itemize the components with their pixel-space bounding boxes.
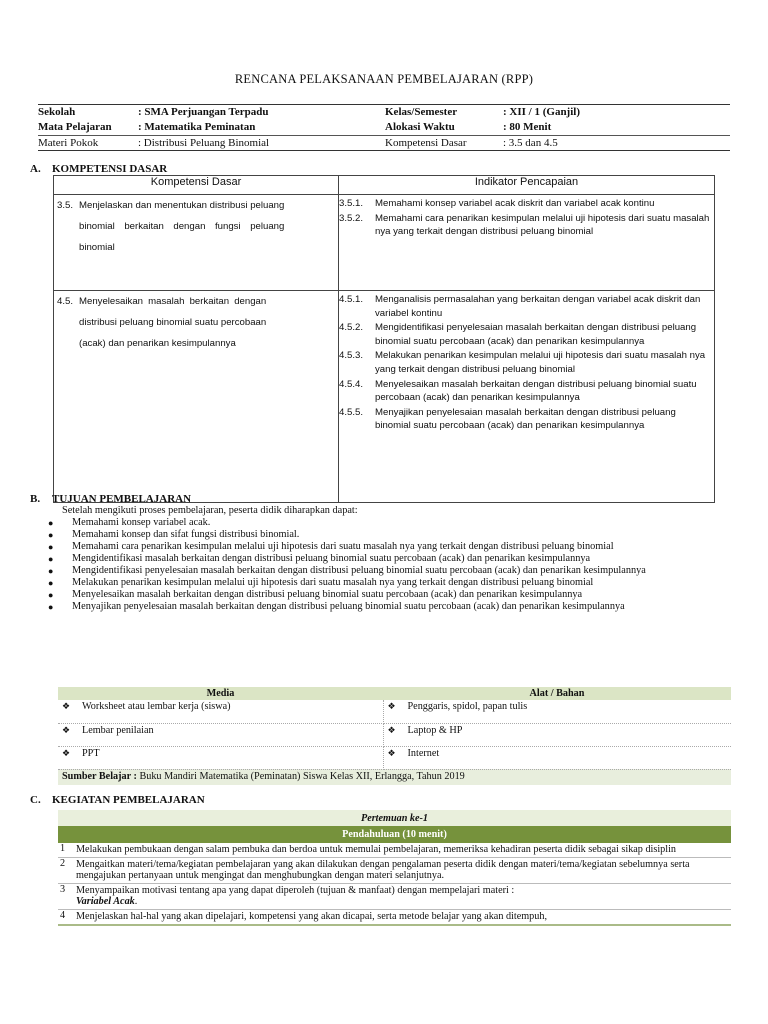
list-item-text: Mengidentifikasi penyelesaian masalah berkaitan dengan distribusi peluang binomial suatu percobaan (acak) dan penarikan kesimpulannya bbox=[72, 565, 646, 576]
indicator-text: Melakukan penarikan kesimpulan melalui uji hipotesis dari suatu masalah nya yang terkait dengan distribusi peluang binomial bbox=[375, 350, 706, 375]
table-row bbox=[58, 857, 731, 883]
indicator-number: 4.5.1. bbox=[339, 294, 364, 305]
section-label: KEGIATAN PEMBELAJARAN bbox=[52, 794, 205, 806]
table-row bbox=[58, 883, 731, 909]
kd-number: 3.5. bbox=[57, 200, 74, 211]
column-header: Indikator Pencapaian bbox=[339, 176, 715, 195]
list-item-text: Memahami konsep variabel acak. bbox=[72, 517, 211, 528]
info-value: : 3.5 dan 4.5 bbox=[503, 137, 558, 149]
indicator-text: Mengidentifikasi penyelesaian masalah berkaitan dengan distribusi peluang binomial suatu percobaan (acak) dan penarikan kesimpulannya bbox=[375, 322, 697, 347]
list-item bbox=[48, 577, 732, 589]
table-row bbox=[54, 195, 715, 291]
row-number: 4 bbox=[58, 909, 70, 924]
indicator-number: 3.5.2. bbox=[339, 212, 364, 224]
bullet-icon: ● bbox=[48, 602, 54, 612]
info-key: Sekolah bbox=[38, 106, 76, 118]
info-key: Mata Pelajaran bbox=[38, 121, 112, 133]
header-info bbox=[38, 104, 730, 151]
row-number: 1 bbox=[58, 843, 70, 857]
list-item bbox=[48, 589, 732, 601]
table-row bbox=[58, 723, 731, 746]
list-item bbox=[48, 517, 732, 529]
indicator-item bbox=[339, 321, 710, 348]
media-cell bbox=[58, 700, 383, 723]
tujuan-intro: Setelah mengikuti proses pembelajaran, peserta didik diharapkan dapat: bbox=[62, 505, 358, 516]
list-item-text: Memahami cara penarikan kesimpulan melalui uji hipotesis dari suatu masalah nya yang terkait dengan distribusi peluang binomial bbox=[72, 541, 614, 552]
section-label: TUJUAN PEMBELAJARAN bbox=[52, 493, 192, 505]
table-row bbox=[58, 843, 731, 857]
kd-line: (acak) dan penarikan kesimpulannya bbox=[79, 338, 236, 349]
list-item-text: Menyelesaikan masalah berkaitan dengan distribusi peluang binomial suatu percobaan (acak) dan penarikan kesimpulannya bbox=[72, 589, 583, 600]
indicator-cell bbox=[339, 195, 715, 291]
info-row bbox=[38, 135, 730, 150]
alat-cell bbox=[383, 723, 731, 746]
kd-line: binomial berkaitan dengan fungsi peluang bbox=[79, 221, 285, 232]
bullet-icon: ● bbox=[48, 590, 54, 600]
indicator-number: 4.5.4. bbox=[339, 378, 364, 390]
source-row bbox=[58, 769, 731, 785]
kd-line: binomial bbox=[79, 242, 115, 253]
kd-line: distribusi peluang binomial suatu percobaan bbox=[79, 317, 267, 328]
indicator-number: 4.5.2. bbox=[339, 322, 364, 334]
diamond-bullet-icon: ❖ bbox=[62, 701, 71, 711]
indicator-item bbox=[339, 212, 710, 239]
media-table bbox=[58, 687, 731, 785]
column-header: Media bbox=[58, 687, 383, 700]
kegiatan-table bbox=[58, 810, 731, 926]
alat-text: Internet bbox=[407, 747, 440, 759]
media-cell bbox=[58, 746, 383, 769]
kompetensi-table bbox=[53, 175, 715, 503]
column-header: Kompetensi Dasar bbox=[54, 176, 339, 195]
kd-line: Menjelaskan dan menentukan distribusi peluang bbox=[79, 200, 285, 211]
kd-line: Menyelesaikan masalah berkaitan dengan bbox=[79, 296, 267, 307]
alat-cell bbox=[383, 746, 731, 769]
list-item bbox=[48, 541, 732, 553]
table-row bbox=[58, 700, 731, 723]
column-header: Alat / Bahan bbox=[383, 687, 731, 700]
bullet-icon: ● bbox=[48, 578, 54, 588]
list-item bbox=[48, 553, 732, 565]
indicator-item bbox=[339, 378, 710, 405]
list-item bbox=[48, 565, 732, 577]
kd-cell bbox=[54, 291, 339, 503]
row-number: 2 bbox=[58, 857, 70, 883]
info-key: Kelas/Semester bbox=[385, 106, 458, 118]
diamond-bullet-icon: ❖ bbox=[62, 747, 71, 758]
emphasized-topic: Variabel Acak bbox=[76, 896, 135, 908]
info-key: Materi Pokok bbox=[38, 137, 99, 149]
media-text: Lembar penilaian bbox=[82, 724, 154, 736]
phase-header: Pendahuluan (10 menit) bbox=[58, 826, 731, 843]
info-key: Alokasi Waktu bbox=[385, 121, 455, 133]
row-text: Menyampaikan motivasi tentang apa yang dapat diperoleh (tujuan & manfaat) dengan mempelajari materi : bbox=[76, 884, 515, 896]
indicator-item bbox=[339, 293, 710, 320]
indicator-text: Memahami cara penarikan kesimpulan melalui uji hipotesis dari suatu masalah nya yang terkait dengan distribusi peluang binomial bbox=[375, 212, 710, 238]
source-label: Sumber Belajar : bbox=[62, 770, 137, 782]
list-item-text: Memahami konsep dan sifat fungsi distribusi binomial. bbox=[72, 529, 300, 540]
table-row bbox=[54, 291, 715, 503]
bullet-icon: ● bbox=[48, 530, 54, 540]
bullet-icon: ● bbox=[48, 554, 54, 564]
section-label: KOMPETENSI DASAR bbox=[52, 163, 168, 175]
tujuan-list bbox=[48, 505, 732, 613]
info-row bbox=[38, 120, 730, 135]
bullet-icon: ● bbox=[48, 566, 54, 576]
media-text: PPT bbox=[82, 747, 100, 759]
list-item bbox=[48, 601, 732, 613]
info-value: : Distribusi Peluang Binomial bbox=[138, 137, 270, 149]
source-text: Buku Mandiri Matematika (Peminatan) Siswa Kelas XII, Erlangga, Tahun 2019 bbox=[136, 770, 465, 782]
row-text: Melakukan pembukaan dengan salam pembuka dan berdoa untuk memulai pembelajaran, memeriksa kehadiran peserta didik sebagai sikap disiplin bbox=[70, 843, 731, 857]
indicator-number: 3.5.1. bbox=[339, 198, 364, 209]
media-text: Worksheet atau lembar kerja (siswa) bbox=[82, 701, 231, 712]
media-cell bbox=[58, 723, 383, 746]
indicator-item bbox=[339, 349, 710, 376]
kd-number: 4.5. bbox=[57, 296, 74, 307]
section-number: C. bbox=[30, 794, 41, 806]
info-value: : 80 Menit bbox=[503, 121, 552, 133]
info-value: : Matematika Peminatan bbox=[138, 121, 256, 133]
meeting-header: Pertemuan ke-1 bbox=[58, 810, 731, 826]
row-text: Menjelaskan hal-hal yang akan dipelajari, kompetensi yang akan dicapai, serta metode belajar yang akan ditempuh, bbox=[70, 909, 731, 924]
bullet-icon: ● bbox=[48, 542, 54, 552]
info-value: : SMA Perjuangan Terpadu bbox=[138, 106, 269, 118]
indicator-text: Menyelesaikan masalah berkaitan dengan distribusi peluang binomial suatu percobaan (acak) dan penarikan kesimpulannya bbox=[375, 378, 697, 404]
list-item bbox=[48, 529, 732, 541]
section-a-heading bbox=[30, 163, 167, 175]
indicator-number: 4.5.5. bbox=[339, 406, 364, 418]
indicator-cell bbox=[339, 291, 715, 503]
info-row bbox=[38, 105, 730, 120]
indicator-item bbox=[339, 406, 710, 433]
indicator-number: 4.5.3. bbox=[339, 350, 364, 362]
alat-text: Penggaris, spidol, papan tulis bbox=[407, 701, 528, 712]
alat-cell bbox=[383, 700, 731, 723]
source-cell bbox=[58, 769, 731, 785]
row-text-cell: Menyampaikan motivasi tentang apa yang dapat diperoleh (tujuan & manfaat) dengan mempelajari materi : Variabel Acak. bbox=[70, 883, 731, 909]
alat-text: Laptop & HP bbox=[407, 724, 463, 736]
list-item-text: Menyajikan penyelesaian masalah berkaitan dengan distribusi peluang binomial suatu percobaan (acak) dan penarikan kesimpulannya bbox=[72, 601, 625, 612]
section-number: B. bbox=[30, 493, 41, 505]
table-row bbox=[58, 909, 731, 924]
kd-cell bbox=[54, 195, 339, 291]
section-b-heading bbox=[30, 493, 191, 505]
page-title: RENCANA PELAKSANAAN PEMBELAJARAN (RPP) bbox=[234, 72, 534, 86]
bullet-icon: ● bbox=[48, 518, 54, 528]
diamond-bullet-icon: ❖ bbox=[387, 724, 396, 735]
list-item-text: Melakukan penarikan kesimpulan melalui uji hipotesis dari suatu masalah nya yang terkait dengan distribusi peluang binomial bbox=[72, 577, 594, 588]
diamond-bullet-icon: ❖ bbox=[62, 724, 71, 735]
info-key: Kompetensi Dasar bbox=[385, 137, 467, 149]
indicator-item bbox=[339, 197, 710, 211]
section-c-heading bbox=[30, 794, 205, 806]
row-text: Mengaitkan materi/tema/kegiatan pembelajaran yang akan dilakukan dengan pengalaman peserta didik dengan materi/tema/kegiatan sebelumnya serta mengajukan pertanyaan untuk mengingat dan menghubungkan dengan materi selanjutnya. bbox=[70, 857, 731, 883]
diamond-bullet-icon: ❖ bbox=[387, 747, 396, 758]
table-row bbox=[58, 746, 731, 769]
info-value: : XII / 1 (Ganjil) bbox=[503, 106, 580, 118]
indicator-text: Menyajikan penyelesaian masalah berkaitan dengan distribusi peluang binomial suatu percobaan (acak) dan penarikan kesimpulannya bbox=[375, 406, 676, 432]
section-number: A. bbox=[30, 163, 41, 175]
list-item-text: Mengidentifikasi masalah berkaitan dengan distribusi peluang binomial suatu percobaan (acak) dan penarikan kesimpulannya bbox=[72, 553, 591, 564]
indicator-text: Menganalisis permasalahan yang berkaitan dengan variabel acak diskrit dan variabel kontinu bbox=[375, 294, 701, 319]
indicator-text: Memahami konsep variabel acak diskrit dan variabel acak kontinu bbox=[375, 198, 655, 209]
diamond-bullet-icon: ❖ bbox=[387, 701, 396, 711]
row-number: 3 bbox=[58, 883, 70, 909]
